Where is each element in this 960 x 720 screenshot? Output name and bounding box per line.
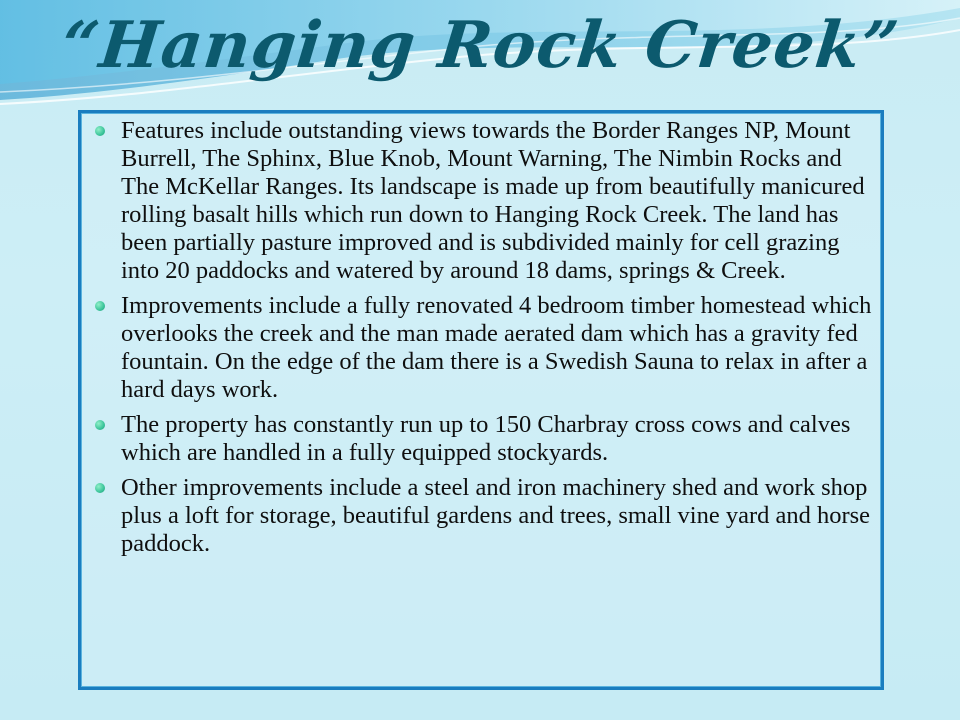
list-item	[95, 292, 879, 404]
bullet-text: The property has constantly run up to 150 Charbray cross cows and calves which are handled in a fully equipped stockyards.	[121, 411, 851, 466]
list-item	[95, 411, 879, 467]
bullet-dot-icon	[95, 126, 105, 136]
bullet-text: Improvements include a fully renovated 4 bedroom timber homestead which overlooks the creek and the man made aerated dam which has a gravity fed fountain. On the edge of the dam there is a Swedish Sauna to relax in after a hard days work.	[121, 292, 872, 403]
bullet-dot-icon	[95, 483, 105, 493]
bullet-dot-icon	[95, 301, 105, 311]
bullet-list	[95, 117, 879, 565]
bullet-text: Features include outstanding views towards the Border Ranges NP, Mount Burrell, The Sphinx, Blue Knob, Mount Warning, The Nimbin Rocks and The McKellar Ranges. Its landscape is made up from beautifully manicured rolling basalt hills which run down to Hanging Rock Creek. The land has been partially pasture improved and is subdivided mainly for cell grazing into 20 paddocks and watered by around 18 dams, springs & Creek.	[121, 117, 865, 284]
bullet-text: Other improvements include a steel and iron machinery shed and work shop plus a loft for storage, beautiful gardens and trees, small vine yard and horse paddock.	[121, 474, 871, 557]
list-item	[95, 474, 879, 558]
bullet-dot-icon	[95, 420, 105, 430]
list-item	[95, 117, 879, 285]
content-panel	[78, 110, 884, 690]
slide-title: “Hanging Rock Creek”	[58, 8, 903, 83]
